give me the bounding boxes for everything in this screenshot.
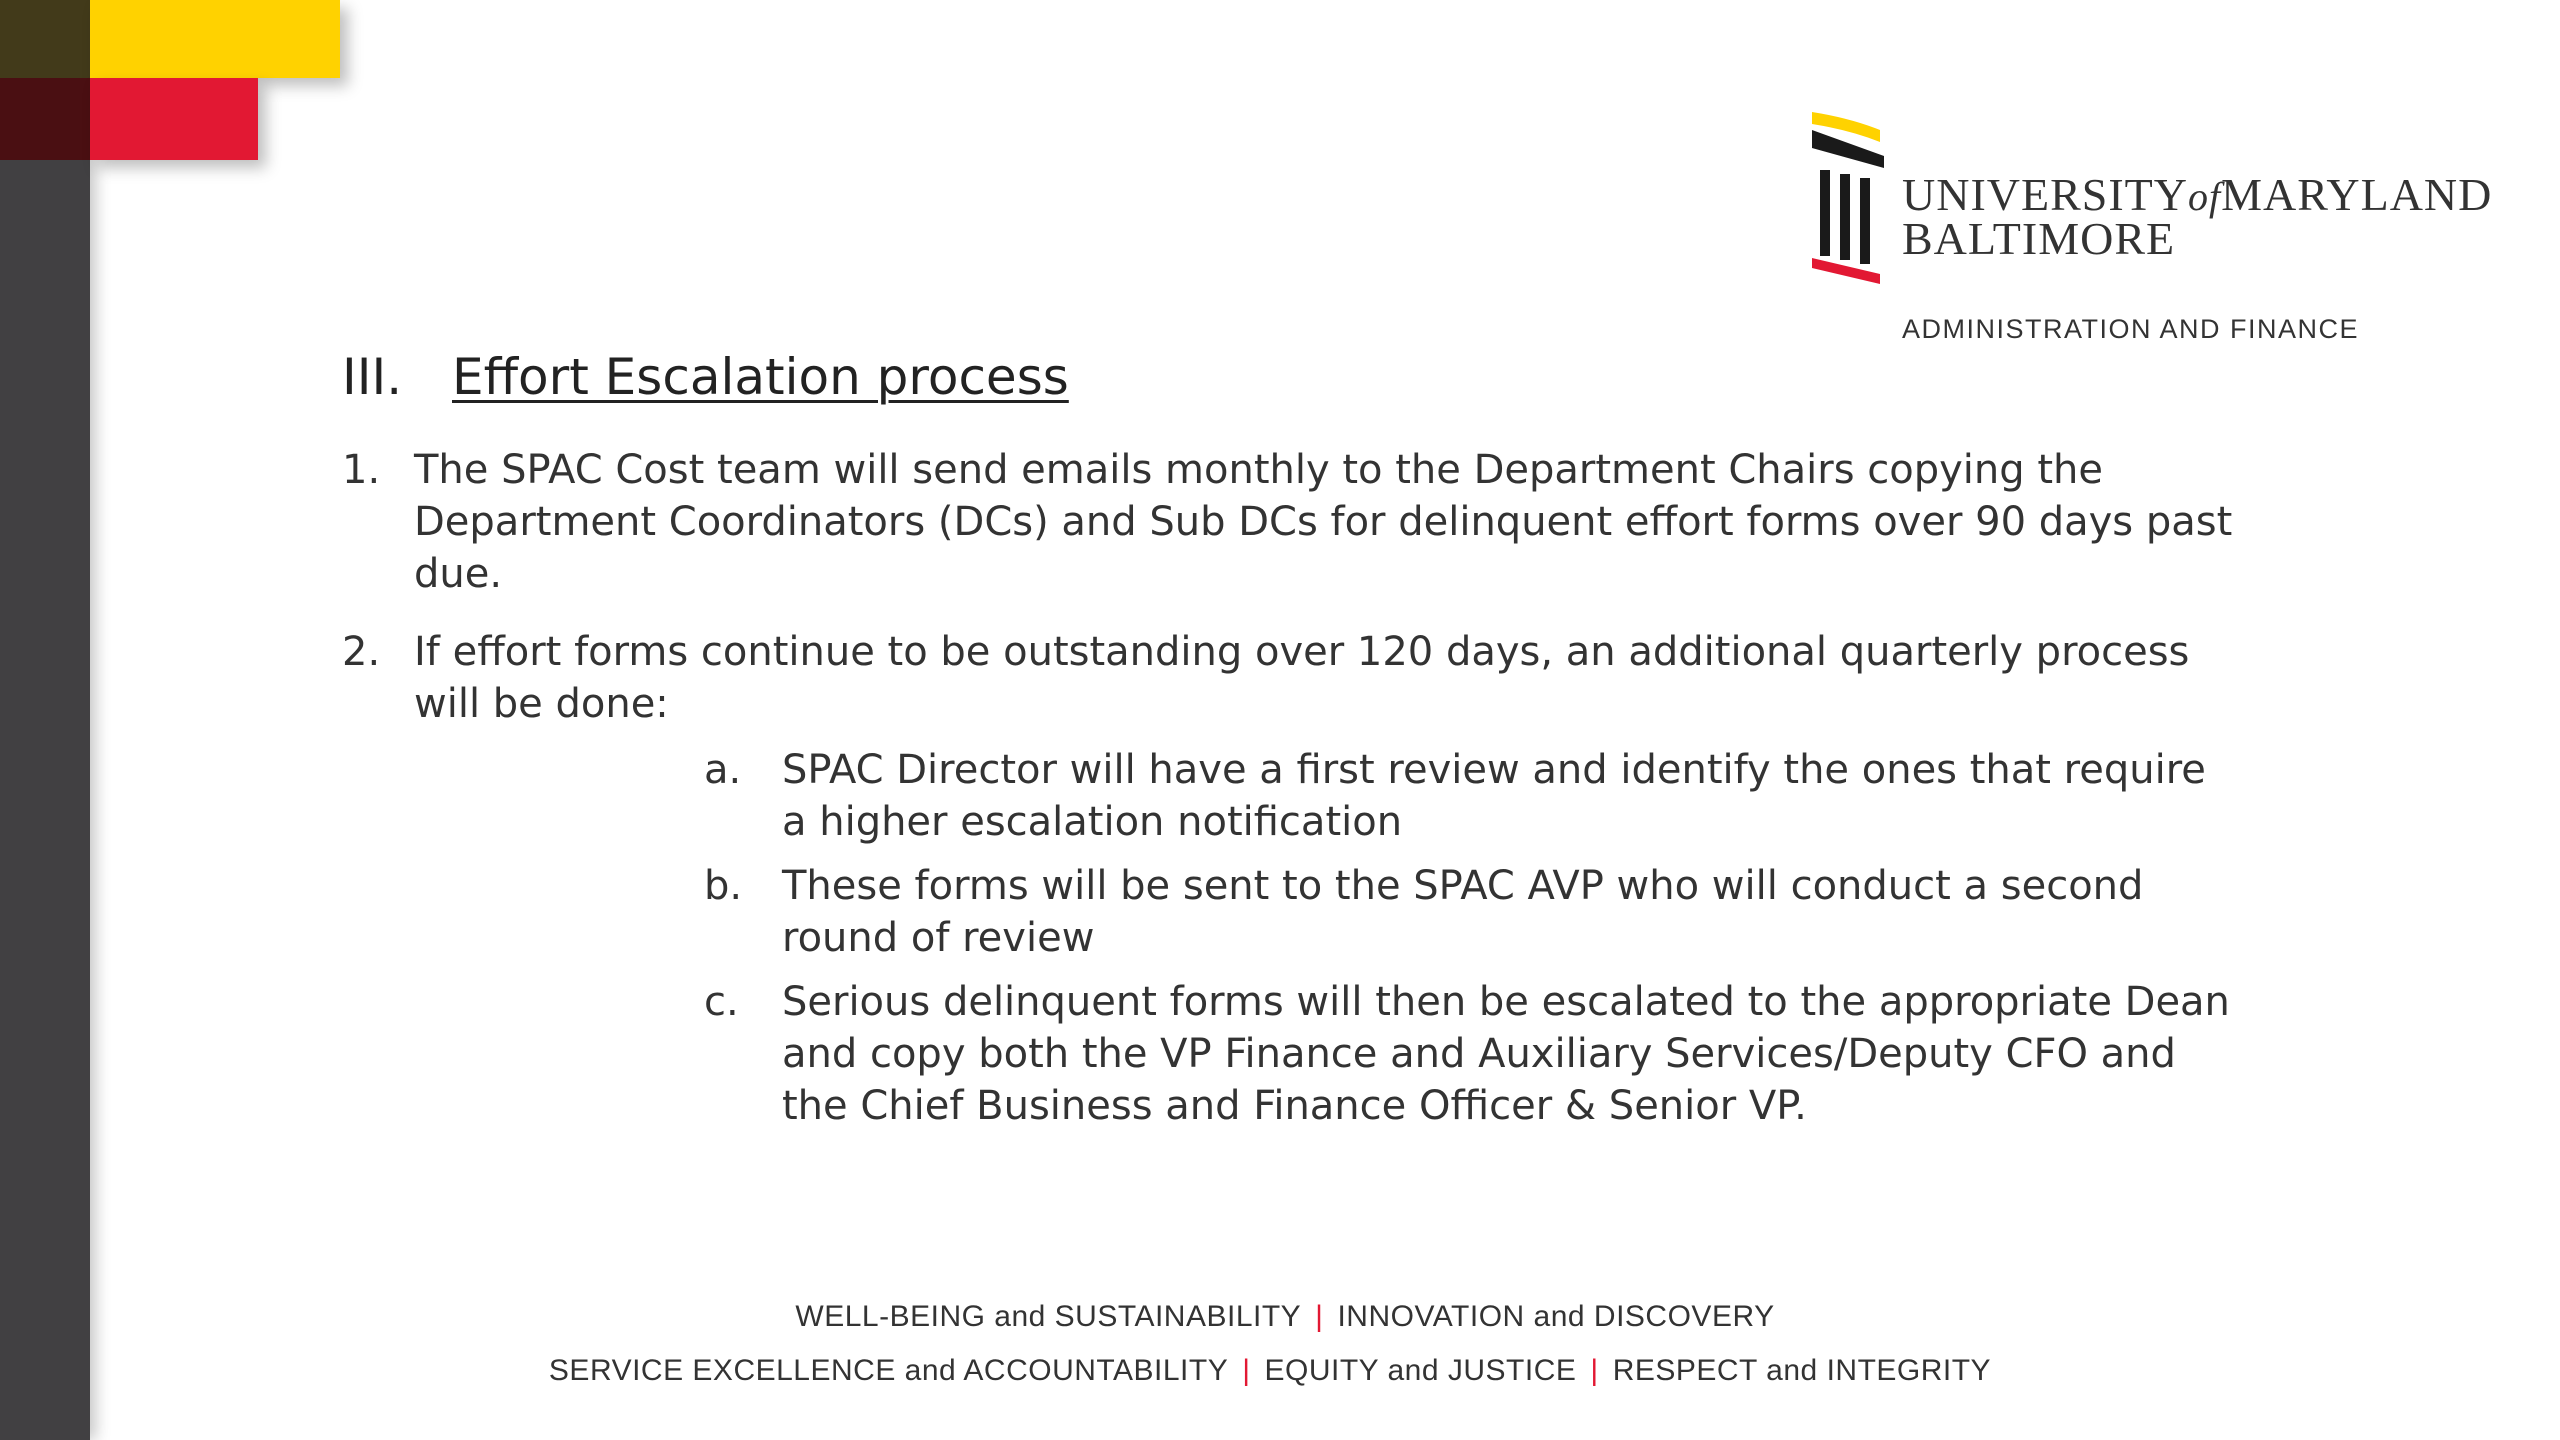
list-marker: 2. xyxy=(342,629,381,675)
core-value: EQUITY and JUSTICE xyxy=(1264,1354,1577,1387)
slide-body xyxy=(342,444,2242,1158)
sub-list-item xyxy=(704,744,2242,848)
sub-list-marker: c. xyxy=(704,979,739,1025)
core-value: RESPECT and INTEGRITY xyxy=(1612,1354,1992,1387)
list-item-text: If effort forms continue to be outstanding over 120 days, an additional quarterly process will be done: xyxy=(414,629,2190,727)
core-value: WELL-BEING and SUSTAINABILITY xyxy=(795,1300,1302,1333)
logo-department: ADMINISTRATION AND FINANCE xyxy=(1902,314,2360,344)
left-accent-bar xyxy=(0,0,90,1440)
slide-title xyxy=(342,348,1069,406)
corner-block-dark-red xyxy=(0,78,90,160)
core-value: INNOVATION and DISCOVERY xyxy=(1337,1300,1775,1333)
section-number: III. xyxy=(342,348,403,406)
corner-block-dark-gold xyxy=(0,0,90,78)
list-item xyxy=(342,626,2242,1132)
sub-list-item-text: Serious delinquent forms will then be escalated to the appropriate Dean and copy both the VP Finance and Auxiliary Services/Deputy CFO and the Chief Business and Finance Officer & Senior VP. xyxy=(782,979,2230,1129)
column-mark-icon xyxy=(1810,108,1890,284)
footer-separator: | xyxy=(1242,1354,1251,1387)
corner-block-gold xyxy=(90,0,340,78)
sub-list-item xyxy=(704,860,2242,964)
sub-list-marker: a. xyxy=(704,747,742,793)
sub-list xyxy=(704,744,2242,1132)
footer-separator: | xyxy=(1315,1300,1324,1333)
sub-list-item-text: SPAC Director will have a first review and identify the ones that require a higher escalation notification xyxy=(782,747,2206,845)
list-marker: 1. xyxy=(342,447,381,493)
footer-row xyxy=(10,1290,2560,1344)
core-value: SERVICE EXCELLENCE and ACCOUNTABILITY xyxy=(548,1354,1229,1387)
logo-university-name: UNIVERSITYofMARYLAND xyxy=(1902,169,2493,220)
logo-campus-name: BALTIMORE xyxy=(1902,213,2176,264)
sub-list-item xyxy=(704,976,2242,1132)
footer-row xyxy=(0,1344,2560,1398)
core-values-footer xyxy=(0,1290,2560,1398)
sub-list-item-text: These forms will be sent to the SPAC AVP who will conduct a second round of review xyxy=(782,863,2144,961)
footer-separator: | xyxy=(1590,1354,1599,1387)
corner-block-red xyxy=(90,78,258,160)
list-item-text: The SPAC Cost team will send emails monthly to the Department Chairs copying the Department Coordinators (DCs) and Sub DCs for delinquent effort forms over 90 days past due. xyxy=(414,447,2233,597)
title-text: Effort Escalation process xyxy=(452,348,1069,406)
list-item xyxy=(342,444,2242,600)
university-logo xyxy=(1810,108,2493,348)
sub-list-marker: b. xyxy=(704,863,743,909)
